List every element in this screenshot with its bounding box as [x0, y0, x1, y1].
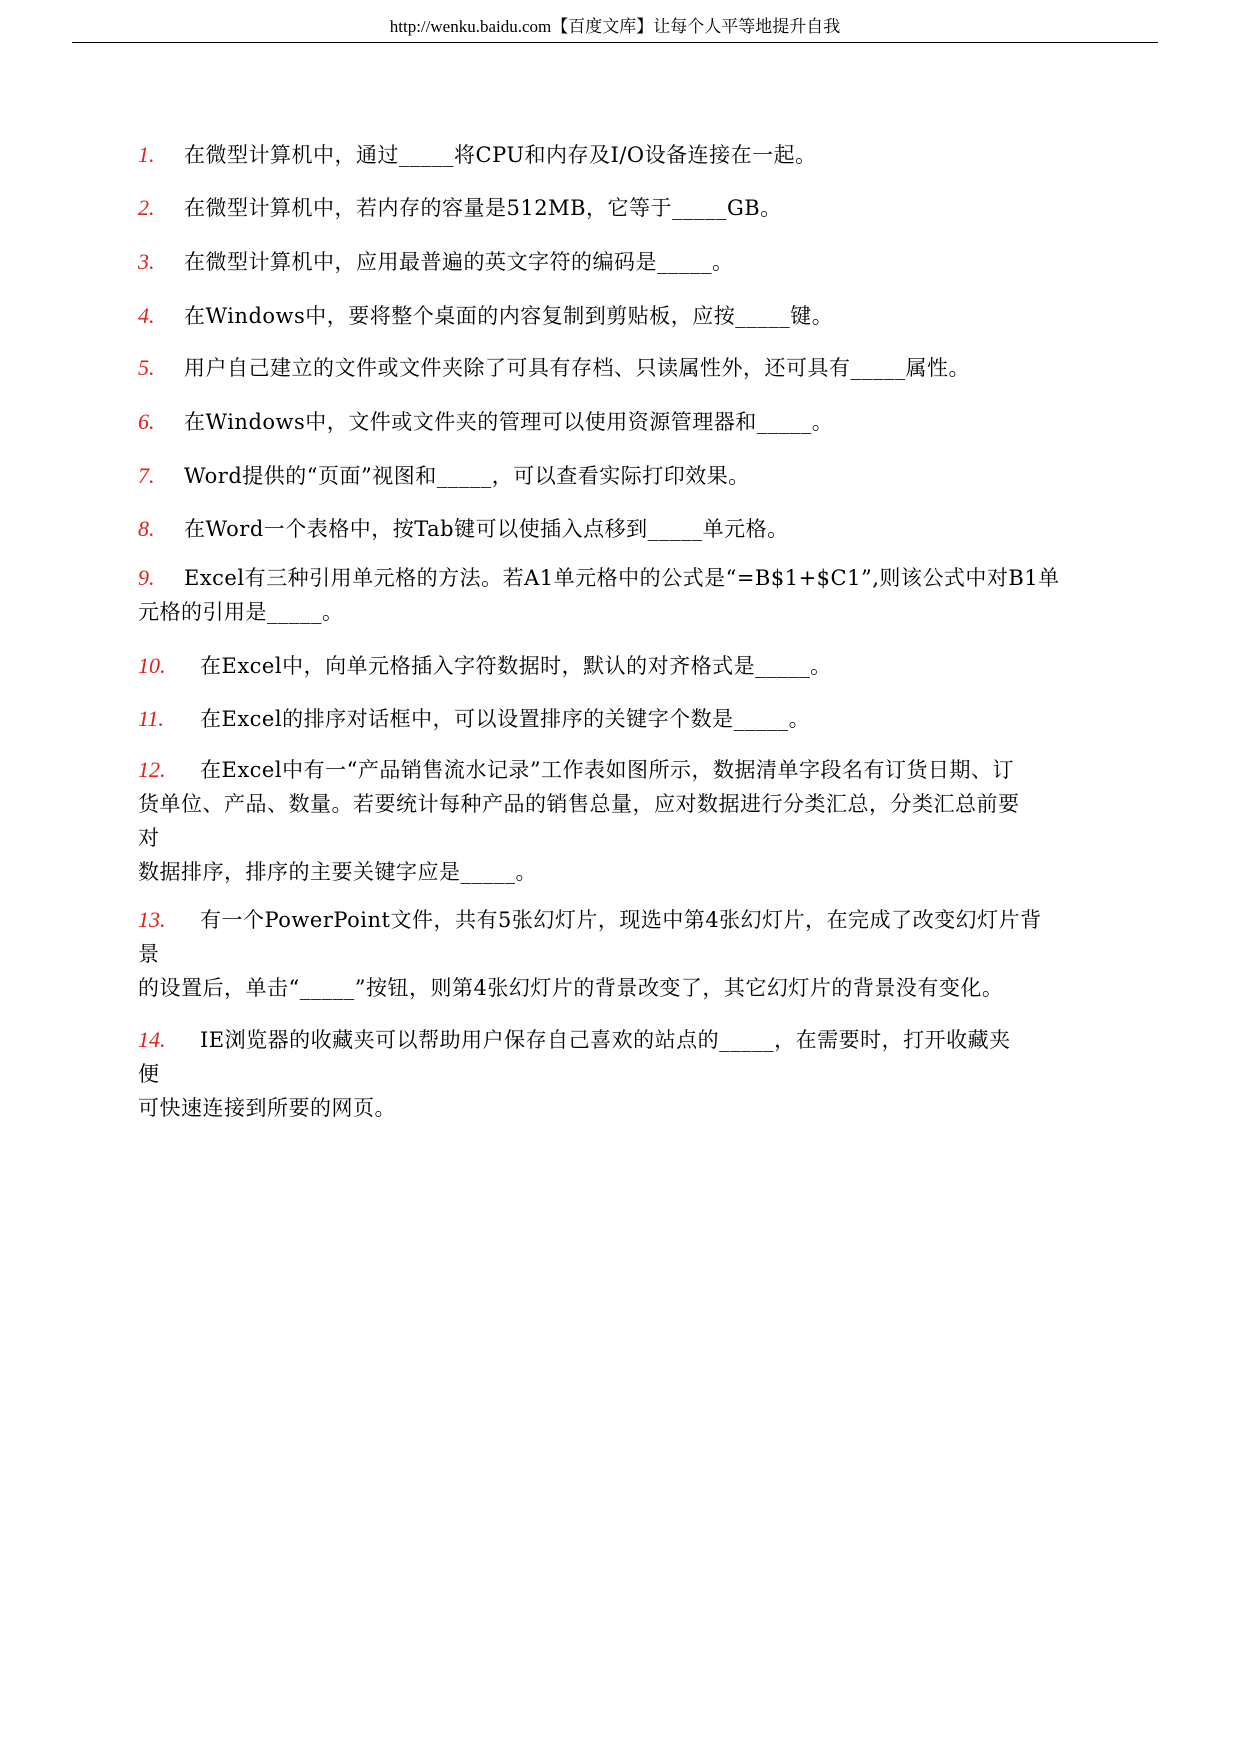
header-divider — [72, 42, 1158, 43]
question-item — [138, 351, 1160, 385]
question-line — [138, 821, 1160, 855]
question-item — [138, 405, 1160, 439]
question-line — [138, 649, 1160, 683]
question-number: 14. — [138, 1027, 166, 1052]
question-text: 在Excel中有一“产品销售流水记录”工作表如图所示，数据清单字段名有订货日期、订 — [200, 758, 1015, 782]
question-text: 在Excel中，向单元格插入字符数据时，默认的对齐格式是_____。 — [200, 654, 832, 678]
question-line — [138, 245, 1160, 279]
question-text: 在Windows中，要将整个桌面的内容复制到剪贴板，应按_____键。 — [184, 304, 834, 328]
question-line — [138, 753, 1160, 787]
page-header: http://wenku.baidu.com【百度文库】让每个人平等地提升自我 — [389, 17, 841, 36]
question-text: IE浏览器的收藏夹可以帮助用户保存自己喜欢的站点的_____，在需要时，打开收藏夹 — [200, 1028, 1011, 1052]
question-text: 数据排序，排序的主要关键字应是_____。 — [138, 860, 537, 884]
question-text: 在Windows中，文件或文件夹的管理可以使用资源管理器和_____。 — [184, 410, 834, 434]
question-line — [138, 971, 1160, 1005]
question-number: 11. — [138, 706, 164, 731]
question-line — [138, 903, 1160, 937]
question-text: 便 — [138, 1062, 160, 1086]
question-item — [138, 561, 1160, 629]
question-text: 在Excel的排序对话框中，可以设置排序的关键字个数是_____。 — [200, 707, 811, 731]
question-line — [138, 787, 1160, 821]
question-line — [138, 351, 1160, 385]
question-text: 货单位、产品、数量。若要统计每种产品的销售总量，应对数据进行分类汇总，分类汇总前要 — [138, 792, 1020, 816]
question-item — [138, 512, 1160, 546]
question-line — [138, 855, 1160, 889]
question-line — [138, 595, 1160, 629]
question-item — [138, 191, 1160, 225]
question-item — [138, 903, 1160, 1005]
question-line — [138, 702, 1160, 736]
question-line — [138, 459, 1160, 493]
question-text: 在微型计算机中，若内存的容量是512MB，它等于_____GB。 — [184, 196, 782, 220]
question-number: 13. — [138, 907, 166, 932]
question-line — [138, 937, 1160, 971]
question-number: 3. — [138, 249, 155, 274]
question-number: 4. — [138, 303, 155, 328]
question-text: 元格的引用是_____。 — [138, 600, 344, 624]
question-text: 可快速连接到所要的网页。 — [138, 1096, 396, 1120]
question-text: 的设置后，单击“_____”按钮，则第4张幻灯片的背景改变了，其它幻灯片的背景没有变化。 — [138, 976, 1004, 1000]
question-item — [138, 702, 1160, 736]
question-text: 用户自己建立的文件或文件夹除了可具有存档、只读属性外，还可具有_____属性。 — [184, 356, 970, 380]
question-item — [138, 138, 1160, 172]
question-number: 9. — [138, 565, 155, 590]
question-text: Excel有三种引用单元格的方法。若A1单元格中的公式是“=B$1+$C1”,则该公式中对B1单 — [184, 566, 1060, 590]
question-number: 1. — [138, 142, 155, 167]
question-line — [138, 405, 1160, 439]
question-line — [138, 561, 1160, 595]
question-number: 6. — [138, 409, 155, 434]
question-number: 5. — [138, 355, 155, 380]
question-number: 2. — [138, 195, 155, 220]
question-text: 景 — [138, 942, 160, 966]
question-text: 对 — [138, 826, 160, 850]
question-text: 在微型计算机中，通过_____将CPU和内存及I/O设备连接在一起。 — [184, 143, 817, 167]
question-line — [138, 191, 1160, 225]
question-line — [138, 1091, 1160, 1125]
question-item — [138, 245, 1160, 279]
question-number: 10. — [138, 653, 166, 678]
question-item — [138, 649, 1160, 683]
question-item — [138, 1023, 1160, 1125]
question-item — [138, 753, 1160, 889]
question-text: 在Word一个表格中，按Tab键可以使插入点移到_____单元格。 — [184, 517, 789, 541]
question-line — [138, 138, 1160, 172]
question-line — [138, 1057, 1160, 1091]
question-text: 有一个PowerPoint文件，共有5张幻灯片，现选中第4张幻灯片，在完成了改变幻灯片背 — [200, 908, 1042, 932]
question-text: 在微型计算机中，应用最普遍的英文字符的编码是_____。 — [184, 250, 734, 274]
question-line — [138, 299, 1160, 333]
question-number: 7. — [138, 463, 155, 488]
question-line — [138, 1023, 1160, 1057]
question-line — [138, 512, 1160, 546]
question-number: 8. — [138, 516, 155, 541]
question-item — [138, 299, 1160, 333]
question-text: Word提供的“页面”视图和_____，可以查看实际打印效果。 — [184, 464, 750, 488]
question-item — [138, 459, 1160, 493]
question-number: 12. — [138, 757, 166, 782]
